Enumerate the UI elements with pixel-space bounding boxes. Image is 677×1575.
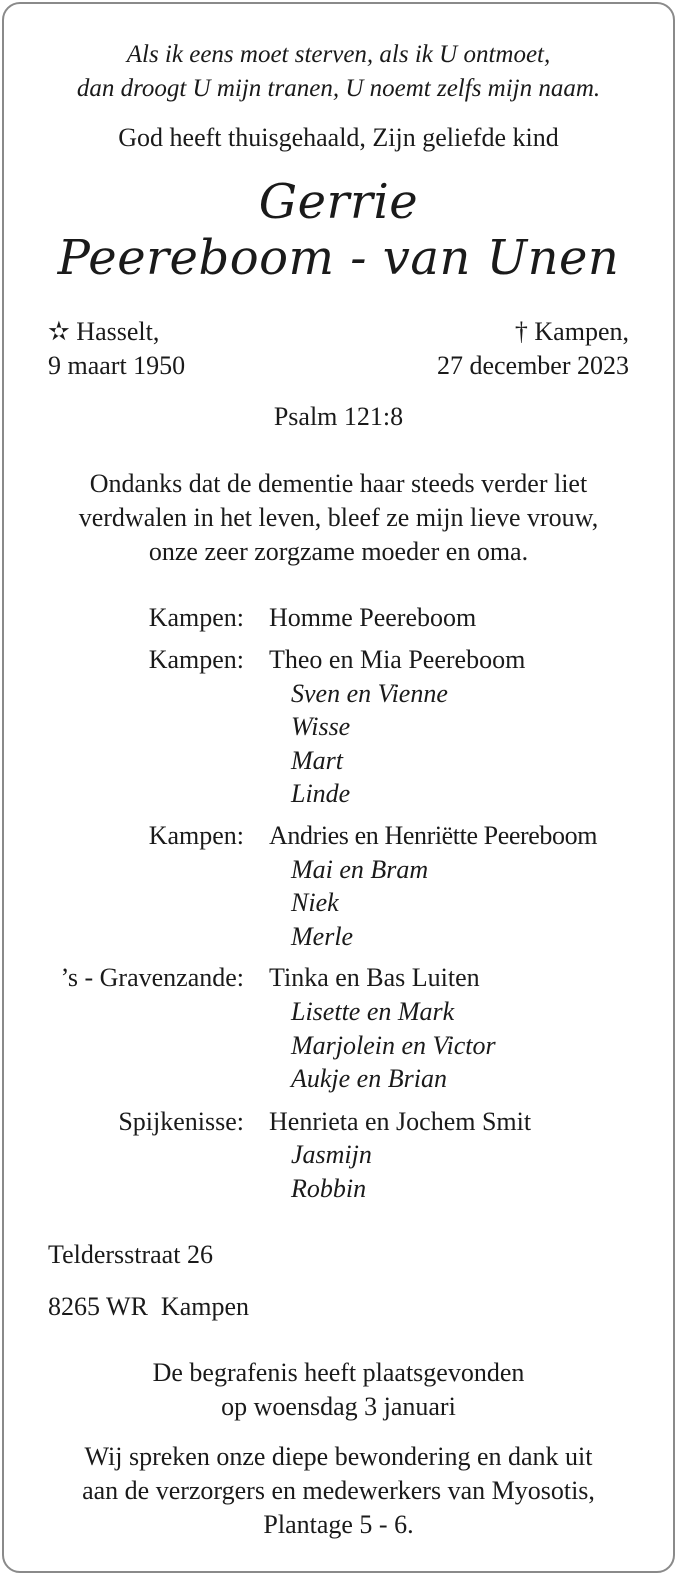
grandchild: Lisette en Mark (291, 997, 455, 1026)
cross-icon: † (514, 317, 528, 346)
birth-place-text: Hasselt, (76, 317, 160, 346)
family-city: Kampen: (148, 645, 244, 674)
birth-date: 9 maart 1950 (48, 351, 186, 380)
grandchild: Jasmijn (291, 1140, 372, 1169)
address-street: Teldersstraat 26 (48, 1240, 213, 1269)
grandchild: Wisse (291, 712, 351, 741)
family-city: Kampen: (148, 821, 244, 850)
family-city: Kampen: (148, 603, 244, 632)
grandchild: Merle (291, 922, 354, 951)
quote-line-2: dan droogt U mijn tranen, U noemt zelfs mijn naam. (76, 75, 601, 102)
thanks-line-3: Plantage 5 - 6. (263, 1510, 414, 1539)
message-line-1: Ondanks dat de dementie haar steeds verder liet (89, 469, 588, 498)
grandchild: Aukje en Brian (291, 1064, 447, 1093)
thanks-line-2: aan de verzorgers en medewerkers van Myosotis, (82, 1476, 595, 1505)
family-member: Henrieta en Jochem Smit (269, 1107, 532, 1136)
death-place (515, 315, 629, 349)
family-city: ’s - Gravenzande: (60, 963, 244, 992)
family-member: Andries en Henriëtte Peereboom (269, 821, 598, 850)
star-icon: ✫ (48, 317, 70, 346)
grandchild: Sven en Vienne (291, 679, 448, 708)
family-member: Tinka en Bas Luiten (269, 963, 480, 992)
grandchild: Niek (291, 888, 339, 917)
intro-text: God heeft thuisgehaald, Zijn geliefde kind (118, 123, 559, 152)
grandchild: Marjolein en Victor (291, 1031, 496, 1060)
death-notice-card (2, 2, 675, 1573)
grandchild: Linde (291, 779, 351, 808)
psalm-reference: Psalm 121:8 (273, 402, 404, 431)
grandchild: Mart (291, 746, 343, 775)
grandchild: Mai en Bram (291, 855, 429, 884)
family-city: Spijkenisse: (118, 1107, 244, 1136)
funeral-line-1: De begrafenis heeft plaatsgevonden (152, 1358, 525, 1387)
message-line-3: onze zeer zorgzame moeder en oma. (148, 537, 529, 566)
family-member: Homme Peereboom (269, 603, 477, 632)
death-place-text: Kampen, (534, 317, 629, 346)
grandchild: Robbin (291, 1174, 367, 1203)
deceased-last-name: Peereboom - van Unen (57, 230, 620, 286)
deceased-first-name: Gerrie (258, 174, 419, 230)
address-postal: 8265 WR Kampen (48, 1292, 249, 1321)
message-line-2: verdwalen in het leven, bleef ze mijn lieve vrouw, (78, 503, 599, 532)
family-member: Theo en Mia Peereboom (269, 645, 526, 674)
funeral-line-2: op woensdag 3 januari (221, 1392, 456, 1421)
thanks-line-1: Wij spreken onze diepe bewondering en dank uit (84, 1442, 593, 1471)
death-date: 27 december 2023 (436, 351, 629, 380)
quote-line-1: Als ik eens moet sterven, als ik U ontmoet, (126, 41, 551, 68)
birth-place (48, 315, 159, 349)
